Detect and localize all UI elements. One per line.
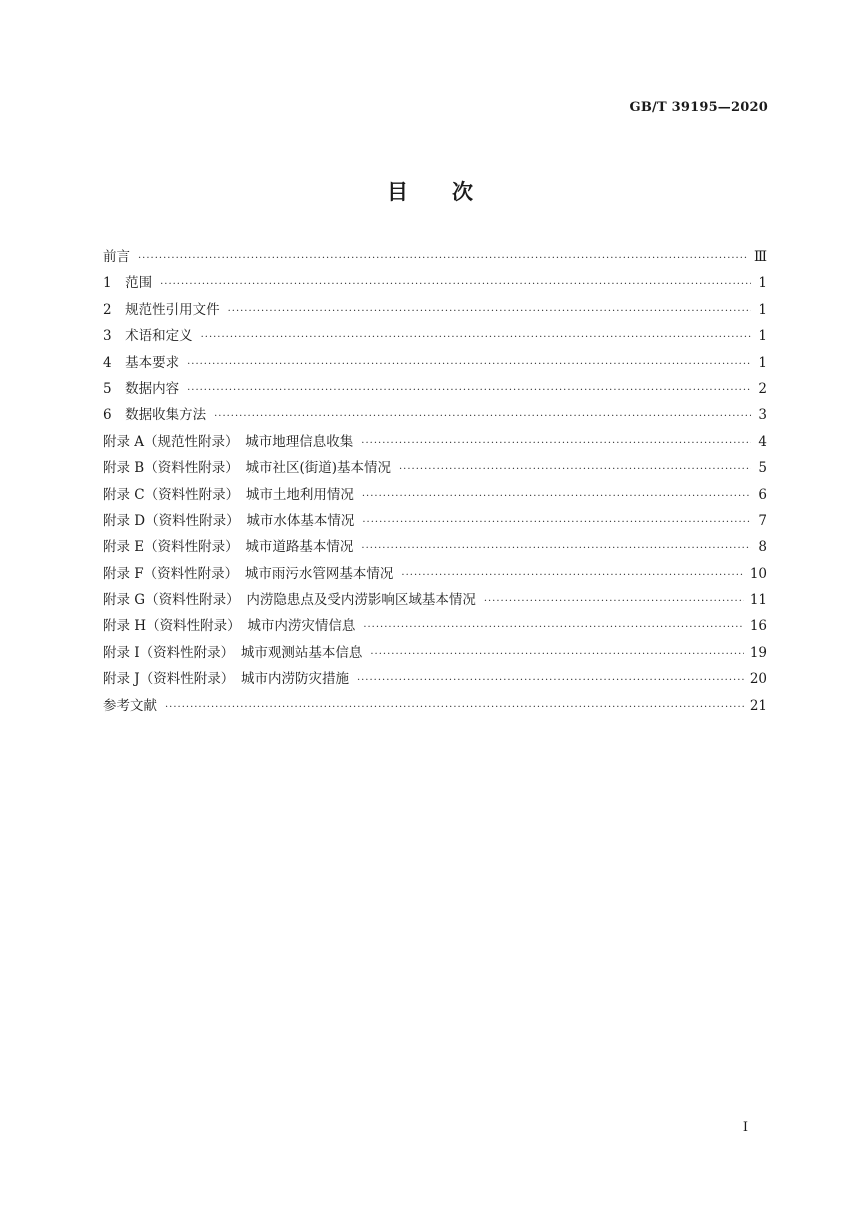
toc-entry-label: 附录 C（资料性附录） 城市土地利用情况	[103, 486, 354, 503]
toc-entry-label: 附录 D（资料性附录） 城市水体基本情况	[103, 512, 355, 529]
page-title: 目次	[387, 179, 517, 204]
toc-entry-page: 2	[758, 380, 767, 397]
toc-entry-label: 附录 E（资料性附录） 城市道路基本情况	[103, 539, 354, 556]
toc-entry-page: 11	[749, 592, 767, 609]
toc-entry-page: 6	[758, 486, 767, 503]
toc-entry-label: 附录 F（资料性附录） 城市雨污水管网基本情况	[103, 565, 394, 582]
toc-entry-annex-h[interactable]	[103, 613, 767, 639]
toc-entry-page: 16	[749, 618, 767, 635]
toc-entry-annex-c[interactable]	[103, 482, 767, 508]
toc-entry-terms-definitions[interactable]	[103, 323, 767, 349]
toc-dot-leader	[357, 668, 744, 694]
toc-dot-leader	[201, 325, 751, 351]
toc-dot-leader	[399, 457, 751, 483]
toc-entry-annex-i[interactable]	[103, 640, 767, 666]
toc-entry-annex-e[interactable]	[103, 534, 767, 560]
toc-entry-page: 21	[749, 697, 767, 714]
toc-entry-label: 4 基本要求	[103, 354, 180, 371]
toc-entry-annex-g[interactable]	[103, 587, 767, 613]
toc-entry-data-collection[interactable]	[103, 402, 767, 428]
toc-entry-label: 前言	[103, 249, 130, 265]
toc-entry-normative-references[interactable]	[103, 297, 767, 323]
toc-entry-foreword[interactable]	[103, 244, 767, 270]
toc-entry-label: 附录 J（资料性附录） 城市内涝防灾措施	[103, 671, 349, 688]
toc-entry-page: 1	[758, 354, 767, 371]
toc-dot-leader	[361, 431, 751, 457]
toc-entry-basic-requirements[interactable]	[103, 350, 767, 376]
toc-dot-leader	[187, 378, 751, 404]
toc-dot-leader	[187, 352, 751, 378]
toc-entry-annex-a[interactable]	[103, 429, 767, 455]
toc-entry-label: 2 规范性引用文件	[103, 301, 220, 318]
toc-dot-leader	[214, 404, 751, 430]
toc-entry-page: 4	[758, 433, 767, 450]
toc-entry-label: 6 数据收集方法	[103, 407, 207, 424]
toc-entry-page: 10	[749, 565, 767, 582]
toc-dot-leader	[362, 484, 751, 510]
toc-entry-data-content[interactable]	[103, 376, 767, 402]
toc-dot-leader	[165, 695, 744, 721]
toc-entry-label: 参考文献	[103, 697, 157, 714]
toc-entry-label: 附录 B（资料性附录） 城市社区(街道)基本情况	[103, 460, 391, 477]
toc-entry-page: 1	[758, 328, 767, 345]
toc-entry-annex-b[interactable]	[103, 455, 767, 481]
toc-dot-leader	[370, 642, 743, 668]
toc-entry-scope[interactable]	[103, 270, 767, 296]
toc-entry-annex-f[interactable]	[103, 561, 767, 587]
toc-entry-label: 3 术语和定义	[103, 328, 193, 345]
toc-entry-page: 5	[758, 460, 767, 477]
toc-entry-page: 3	[758, 407, 767, 424]
toc-entry-page: Ⅲ	[753, 249, 767, 265]
toc-entry-label: 附录 G（资料性附录） 内涝隐患点及受内涝影响区域基本情况	[103, 592, 476, 609]
toc-entry-page: 20	[749, 671, 767, 688]
toc-entry-annex-j[interactable]	[103, 666, 767, 692]
table-of-contents	[103, 244, 767, 719]
toc-entry-page: 7	[758, 512, 767, 529]
toc-entry-label: 5 数据内容	[103, 380, 180, 397]
toc-entry-label: 1 范围	[103, 275, 153, 292]
document-code: GB/T 39195—2020	[629, 100, 768, 115]
page-number: Ⅰ	[742, 1120, 748, 1135]
toc-entry-page: 1	[758, 301, 767, 318]
toc-entry-label: 附录 H（资料性附录） 城市内涝灾情信息	[103, 618, 356, 635]
toc-dot-leader	[361, 536, 751, 562]
toc-entry-label: 附录 A（规范性附录） 城市地理信息收集	[103, 433, 354, 450]
toc-dot-leader	[138, 246, 748, 272]
toc-entry-annex-d[interactable]	[103, 508, 767, 534]
toc-dot-leader	[401, 563, 743, 589]
toc-entry-page: 1	[758, 275, 767, 292]
toc-entry-bibliography[interactable]	[103, 693, 767, 719]
toc-dot-leader	[362, 510, 751, 536]
toc-entry-page: 19	[749, 644, 767, 661]
toc-dot-leader	[160, 272, 751, 298]
toc-entry-page: 8	[758, 539, 767, 556]
toc-entry-label: 附录 I（资料性附录） 城市观测站基本信息	[103, 644, 363, 661]
toc-dot-leader	[484, 589, 744, 615]
toc-dot-leader	[363, 615, 743, 641]
toc-dot-leader	[228, 299, 751, 325]
